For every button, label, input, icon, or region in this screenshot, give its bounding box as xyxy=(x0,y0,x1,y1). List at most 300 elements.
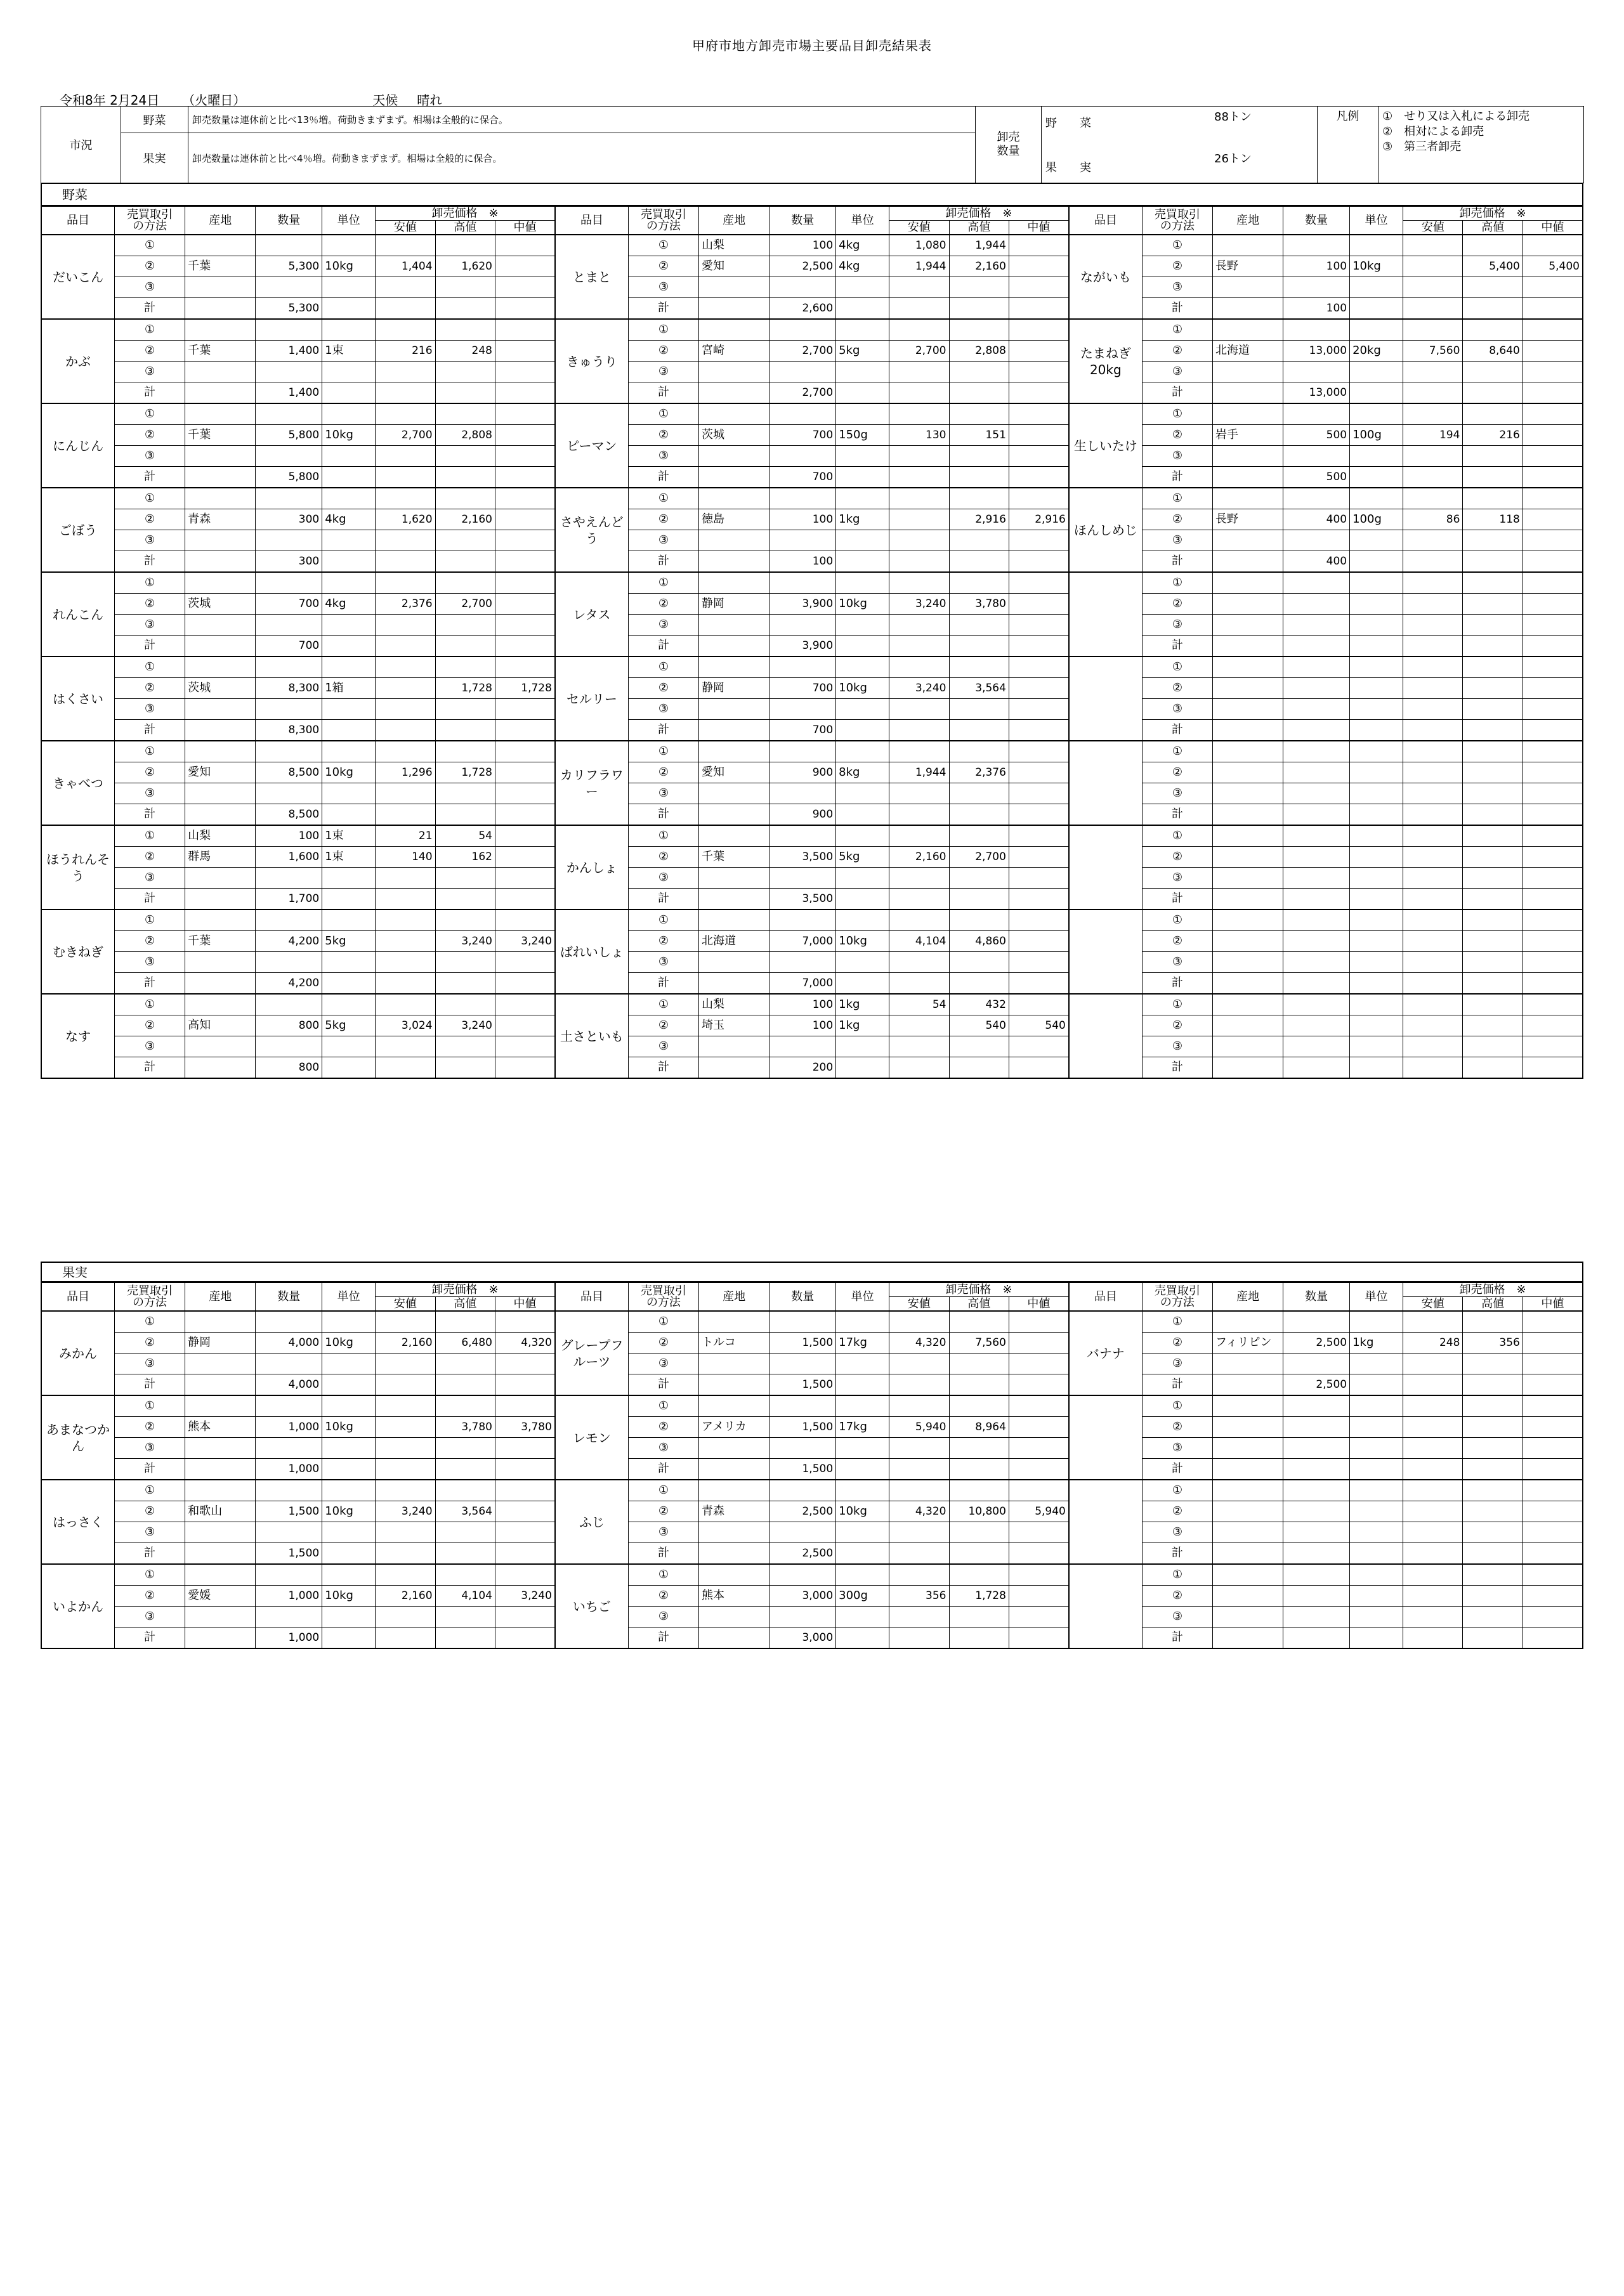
table-row xyxy=(41,1015,1583,1036)
low-price-cell xyxy=(376,1480,435,1501)
unit-cell xyxy=(1350,1480,1403,1501)
method-mark: ① xyxy=(628,1564,698,1586)
mid-price-cell xyxy=(1522,1374,1583,1396)
header-mid: 中値 xyxy=(1009,1297,1068,1312)
mid-price-cell xyxy=(1522,1543,1583,1565)
high-price-cell xyxy=(949,1459,1009,1480)
quantity-cell: 400 xyxy=(1283,551,1350,573)
high-price-cell xyxy=(1463,910,1522,931)
high-price-cell xyxy=(435,1564,495,1586)
origin-cell xyxy=(1212,1311,1283,1333)
origin-cell: 茨城 xyxy=(185,678,256,699)
method-mark: ① xyxy=(1142,825,1212,847)
origin-cell xyxy=(699,298,769,320)
high-price-cell xyxy=(435,235,495,256)
origin-cell: 静岡 xyxy=(699,594,769,615)
origin-cell: 茨城 xyxy=(185,594,256,615)
low-price-cell xyxy=(1403,847,1463,868)
unit-cell: 1kg xyxy=(836,509,889,530)
high-price-cell xyxy=(1463,1311,1522,1333)
unit-cell xyxy=(1350,530,1403,551)
unit-cell xyxy=(836,403,889,425)
high-price-cell: 2,376 xyxy=(949,762,1009,783)
mid-price-cell xyxy=(1009,1395,1068,1417)
unit-cell xyxy=(836,1459,889,1480)
table-row xyxy=(41,636,1583,657)
table-row xyxy=(41,488,1583,509)
method-mark: ③ xyxy=(114,615,185,636)
table-row xyxy=(41,656,1583,678)
header-origin: 産地 xyxy=(185,1282,256,1311)
unit-cell: 17kg xyxy=(836,1333,889,1353)
high-price-cell: 3,240 xyxy=(435,1015,495,1036)
low-price-cell xyxy=(1403,931,1463,952)
method-mark: ③ xyxy=(114,1522,185,1543)
high-price-cell xyxy=(435,973,495,995)
low-price-cell xyxy=(1403,1057,1463,1079)
quantity-cell xyxy=(1283,783,1350,804)
mid-price-cell xyxy=(495,488,554,509)
veg-volume-label: 野 菜 xyxy=(1045,117,1091,130)
origin-cell: 千葉 xyxy=(185,256,256,277)
high-price-cell xyxy=(949,1627,1009,1649)
origin-cell xyxy=(699,446,769,467)
quantity-cell xyxy=(1283,277,1350,298)
method-mark: 計 xyxy=(114,973,185,995)
mid-price-cell xyxy=(1522,741,1583,762)
unit-cell xyxy=(836,889,889,910)
origin-cell xyxy=(1212,1374,1283,1396)
method-mark: 計 xyxy=(1142,1627,1212,1649)
method-mark: ③ xyxy=(114,1036,185,1057)
table-row xyxy=(41,1480,1583,1501)
quantity-cell: 2,500 xyxy=(769,256,836,277)
mid-price-cell xyxy=(495,699,554,720)
unit-cell: 10kg xyxy=(322,1501,376,1522)
mid-price-cell xyxy=(1522,1627,1583,1649)
method-mark: ③ xyxy=(1142,699,1212,720)
unit-cell xyxy=(322,1480,376,1501)
origin-cell xyxy=(699,1480,769,1501)
quantity-cell xyxy=(1283,1459,1350,1480)
item-name: とまと xyxy=(555,235,628,319)
method-mark: 計 xyxy=(628,1374,698,1396)
origin-cell: トルコ xyxy=(699,1333,769,1353)
quantity-cell xyxy=(1283,720,1350,741)
market-fruit-label: 果実 xyxy=(121,133,188,183)
low-price-cell xyxy=(889,973,949,995)
quantity-cell xyxy=(1283,235,1350,256)
quantity-cell: 7,000 xyxy=(769,931,836,952)
table-row xyxy=(41,341,1583,362)
unit-cell xyxy=(836,298,889,320)
table-row xyxy=(41,783,1583,804)
header-method-line1: 売買取引 xyxy=(127,1284,173,1298)
high-price-cell: 3,564 xyxy=(435,1501,495,1522)
high-price-cell xyxy=(435,741,495,762)
quantity-cell xyxy=(256,319,322,341)
header-origin: 産地 xyxy=(1212,1282,1283,1311)
origin-cell xyxy=(1212,889,1283,910)
unit-cell xyxy=(836,1353,889,1374)
unit-cell: 300g xyxy=(836,1586,889,1607)
table-row xyxy=(41,382,1583,404)
header-item: 品目 xyxy=(1069,1282,1142,1311)
low-price-cell xyxy=(376,1627,435,1649)
quantity-cell: 100 xyxy=(769,235,836,256)
legend-list xyxy=(1378,107,1584,183)
unit-cell xyxy=(322,1459,376,1480)
high-price-cell xyxy=(435,1438,495,1459)
item-name: あまなつかん xyxy=(41,1395,114,1480)
table-row xyxy=(41,678,1583,699)
method-mark: ① xyxy=(114,572,185,594)
unit-cell xyxy=(1350,362,1403,382)
high-price-cell xyxy=(949,889,1009,910)
quantity-cell xyxy=(1283,952,1350,973)
method-mark: 計 xyxy=(114,720,185,741)
high-price-cell xyxy=(435,572,495,594)
unit-cell xyxy=(1350,847,1403,868)
quantity-cell xyxy=(1283,1586,1350,1607)
method-mark: ③ xyxy=(628,868,698,889)
method-mark: ③ xyxy=(114,1438,185,1459)
header-price: 卸売価格 ※ xyxy=(376,1282,555,1297)
high-price-cell xyxy=(949,1480,1009,1501)
origin-cell xyxy=(699,1459,769,1480)
header-low: 安値 xyxy=(376,221,435,235)
table-row xyxy=(41,594,1583,615)
low-price-cell xyxy=(889,656,949,678)
unit-cell xyxy=(836,783,889,804)
origin-cell xyxy=(699,1395,769,1417)
unit-cell: 10kg xyxy=(836,931,889,952)
item-name: レタス xyxy=(555,572,628,656)
method-mark: ① xyxy=(1142,1564,1212,1586)
origin-cell xyxy=(1212,298,1283,320)
mid-price-cell xyxy=(495,868,554,889)
origin-cell xyxy=(185,467,256,488)
quantity-cell xyxy=(256,235,322,256)
method-mark: ② xyxy=(114,1501,185,1522)
mid-price-cell xyxy=(495,973,554,995)
low-price-cell: 86 xyxy=(1403,509,1463,530)
weather-value: 晴れ xyxy=(417,93,443,108)
high-price-cell xyxy=(949,1438,1009,1459)
origin-cell xyxy=(1212,699,1283,720)
method-mark: 計 xyxy=(114,889,185,910)
item-name: カリフラワー xyxy=(555,741,628,825)
method-mark: ③ xyxy=(1142,868,1212,889)
mid-price-cell xyxy=(495,1501,554,1522)
low-price-cell xyxy=(889,1015,949,1036)
item-name xyxy=(1069,656,1142,741)
market-fruit-text: 卸売数量は連休前と比べ4％増。荷動きまずまず。相場は全般的に保合。 xyxy=(188,133,976,183)
mid-price-cell xyxy=(495,636,554,657)
high-price-cell: 8,964 xyxy=(949,1417,1009,1438)
item-name: セルリー xyxy=(555,656,628,741)
header-method xyxy=(1142,1282,1212,1311)
mid-price-cell xyxy=(495,1057,554,1079)
method-mark: ② xyxy=(628,762,698,783)
origin-cell xyxy=(699,1607,769,1627)
mid-price-cell: 3,240 xyxy=(495,931,554,952)
mid-price-cell xyxy=(1522,1311,1583,1333)
low-price-cell xyxy=(889,1564,949,1586)
weather-label: 天候 xyxy=(372,93,398,108)
origin-cell xyxy=(1212,868,1283,889)
method-mark: ③ xyxy=(628,446,698,467)
method-mark: ② xyxy=(628,509,698,530)
quantity-cell xyxy=(1283,488,1350,509)
quantity-cell: 700 xyxy=(769,720,836,741)
high-price-cell xyxy=(435,298,495,320)
veg-volume: 88トン xyxy=(1214,110,1252,124)
low-price-cell xyxy=(376,530,435,551)
quantity-cell: 100 xyxy=(1283,298,1350,320)
item-name: にんじん xyxy=(41,403,114,488)
origin-cell xyxy=(185,952,256,973)
unit-cell xyxy=(1350,994,1403,1015)
low-price-cell xyxy=(1403,973,1463,995)
unit-cell: 20kg xyxy=(1350,341,1403,362)
unit-cell xyxy=(1350,488,1403,509)
unit-cell xyxy=(1350,467,1403,488)
low-price-cell xyxy=(376,1564,435,1586)
item-name: かぶ xyxy=(41,319,114,403)
mid-price-cell xyxy=(1522,1522,1583,1543)
origin-cell xyxy=(1212,1543,1283,1565)
high-price-cell xyxy=(1463,783,1522,804)
quantity-cell xyxy=(256,1607,322,1627)
low-price-cell xyxy=(889,636,949,657)
table-row xyxy=(41,1607,1583,1627)
header-origin: 産地 xyxy=(699,206,769,235)
method-mark: ① xyxy=(114,319,185,341)
low-price-cell: 2,160 xyxy=(376,1586,435,1607)
origin-cell: 愛知 xyxy=(699,256,769,277)
quantity-cell xyxy=(1283,1057,1350,1079)
mid-price-cell xyxy=(1522,973,1583,995)
table-row xyxy=(41,973,1583,995)
header-unit: 単位 xyxy=(1350,206,1403,235)
low-price-cell xyxy=(376,783,435,804)
unit-cell xyxy=(1350,825,1403,847)
quantity-cell xyxy=(256,741,322,762)
method-mark: ③ xyxy=(1142,362,1212,382)
high-price-cell xyxy=(949,804,1009,826)
unit-cell xyxy=(322,699,376,720)
low-price-cell xyxy=(376,403,435,425)
method-mark: 計 xyxy=(1142,720,1212,741)
header-price: 卸売価格 ※ xyxy=(889,206,1069,221)
quantity-cell: 2,500 xyxy=(1283,1374,1350,1396)
header-origin: 産地 xyxy=(185,206,256,235)
unit-cell xyxy=(1350,1607,1403,1627)
method-mark: ② xyxy=(1142,762,1212,783)
low-price-cell xyxy=(1403,699,1463,720)
volume-label-1: 卸売 xyxy=(997,131,1020,144)
mid-price-cell xyxy=(1009,1522,1068,1543)
origin-cell xyxy=(185,741,256,762)
unit-cell xyxy=(836,1438,889,1459)
mid-price-cell xyxy=(495,277,554,298)
high-price-cell xyxy=(949,1607,1009,1627)
method-mark: ③ xyxy=(628,530,698,551)
high-price-cell xyxy=(1463,572,1522,594)
quantity-cell: 13,000 xyxy=(1283,382,1350,404)
method-mark: ③ xyxy=(1142,783,1212,804)
header-unit: 単位 xyxy=(836,206,889,235)
origin-cell: 愛知 xyxy=(185,762,256,783)
high-price-cell xyxy=(1463,1015,1522,1036)
unit-cell xyxy=(1350,910,1403,931)
high-price-cell xyxy=(1463,804,1522,826)
mid-price-cell xyxy=(495,1036,554,1057)
mid-price-cell xyxy=(1009,615,1068,636)
table-row xyxy=(41,720,1583,741)
item-name: はくさい xyxy=(41,656,114,741)
high-price-cell xyxy=(435,403,495,425)
origin-cell xyxy=(1212,720,1283,741)
unit-cell xyxy=(1350,1353,1403,1374)
unit-cell xyxy=(322,1543,376,1565)
method-mark: ③ xyxy=(1142,615,1212,636)
quantity-cell: 900 xyxy=(769,762,836,783)
unit-cell: 100g xyxy=(1350,425,1403,446)
low-price-cell xyxy=(889,783,949,804)
low-price-cell xyxy=(376,1374,435,1396)
method-mark: 計 xyxy=(628,636,698,657)
method-mark: ① xyxy=(114,403,185,425)
method-mark: ② xyxy=(628,1501,698,1522)
origin-cell: 長野 xyxy=(1212,509,1283,530)
method-mark: ① xyxy=(114,910,185,931)
quantity-cell xyxy=(256,1438,322,1459)
mid-price-cell xyxy=(1522,656,1583,678)
origin-cell xyxy=(699,467,769,488)
mid-price-cell xyxy=(1522,1501,1583,1522)
mid-price-cell xyxy=(1522,319,1583,341)
mid-price-cell xyxy=(495,952,554,973)
table-row xyxy=(41,403,1583,425)
table-row xyxy=(41,319,1583,341)
quantity-cell xyxy=(256,1036,322,1057)
low-price-cell: 140 xyxy=(376,847,435,868)
low-price-cell xyxy=(1403,1459,1463,1480)
mid-price-cell xyxy=(1009,594,1068,615)
method-mark: ① xyxy=(628,572,698,594)
mid-price-cell xyxy=(1009,678,1068,699)
unit-cell: 10kg xyxy=(322,1333,376,1353)
mid-price-cell xyxy=(495,804,554,826)
header-high: 高値 xyxy=(435,1297,495,1312)
high-price-cell: 4,860 xyxy=(949,931,1009,952)
high-price-cell xyxy=(949,720,1009,741)
header-unit: 単位 xyxy=(1350,1282,1403,1311)
unit-cell: 5kg xyxy=(836,341,889,362)
origin-cell xyxy=(185,1036,256,1057)
quantity-cell xyxy=(256,699,322,720)
method-mark: ① xyxy=(114,1395,185,1417)
mid-price-cell: 5,400 xyxy=(1522,256,1583,277)
method-mark: ① xyxy=(1142,656,1212,678)
low-price-cell xyxy=(889,1543,949,1565)
header-quantity: 数量 xyxy=(1283,1282,1350,1311)
mid-price-cell xyxy=(495,1353,554,1374)
high-price-cell xyxy=(435,636,495,657)
mid-price-cell xyxy=(495,256,554,277)
header-mid: 中値 xyxy=(1009,221,1068,235)
method-mark: ② xyxy=(628,425,698,446)
low-price-cell xyxy=(1403,467,1463,488)
mid-price-cell xyxy=(1009,530,1068,551)
quantity-cell: 700 xyxy=(769,467,836,488)
origin-cell xyxy=(1212,741,1283,762)
low-price-cell xyxy=(1403,868,1463,889)
origin-cell xyxy=(185,1057,256,1079)
high-price-cell: 540 xyxy=(949,1015,1009,1036)
method-mark: ③ xyxy=(1142,1353,1212,1374)
item-name: ながいも xyxy=(1069,235,1142,319)
origin-cell xyxy=(1212,762,1283,783)
low-price-cell xyxy=(1403,1374,1463,1396)
unit-cell xyxy=(836,1480,889,1501)
unit-cell xyxy=(836,488,889,509)
quantity-cell: 800 xyxy=(256,1015,322,1036)
high-price-cell xyxy=(1463,1459,1522,1480)
header-quantity: 数量 xyxy=(769,1282,836,1311)
origin-cell xyxy=(1212,1417,1283,1438)
quantity-cell xyxy=(1283,1036,1350,1057)
low-price-cell: 3,240 xyxy=(889,678,949,699)
method-mark: 計 xyxy=(628,1057,698,1079)
high-price-cell xyxy=(949,952,1009,973)
mid-price-cell xyxy=(495,425,554,446)
table-row xyxy=(41,1311,1583,1333)
mid-price-cell xyxy=(1009,825,1068,847)
method-mark: ① xyxy=(114,994,185,1015)
high-price-cell xyxy=(435,656,495,678)
method-mark: ③ xyxy=(114,868,185,889)
low-price-cell xyxy=(889,1480,949,1501)
quantity-cell xyxy=(1283,319,1350,341)
origin-cell xyxy=(1212,656,1283,678)
origin-cell xyxy=(1212,804,1283,826)
low-price-cell xyxy=(376,1057,435,1079)
unit-cell xyxy=(322,403,376,425)
header-method xyxy=(628,1282,698,1311)
origin-cell: 山梨 xyxy=(699,994,769,1015)
low-price-cell xyxy=(376,319,435,341)
method-mark: ② xyxy=(1142,256,1212,277)
origin-cell xyxy=(185,994,256,1015)
high-price-cell xyxy=(1463,720,1522,741)
high-price-cell: 1,944 xyxy=(949,235,1009,256)
high-price-cell xyxy=(1463,1353,1522,1374)
method-mark: 計 xyxy=(628,720,698,741)
high-price-cell xyxy=(435,1480,495,1501)
method-mark: 計 xyxy=(1142,1543,1212,1565)
origin-cell xyxy=(699,868,769,889)
method-mark: 計 xyxy=(1142,1057,1212,1079)
high-price-cell xyxy=(435,994,495,1015)
method-mark: ② xyxy=(1142,847,1212,868)
table-row xyxy=(41,551,1583,573)
table-row xyxy=(41,1564,1583,1586)
mid-price-cell xyxy=(1522,403,1583,425)
quantity-cell xyxy=(256,615,322,636)
